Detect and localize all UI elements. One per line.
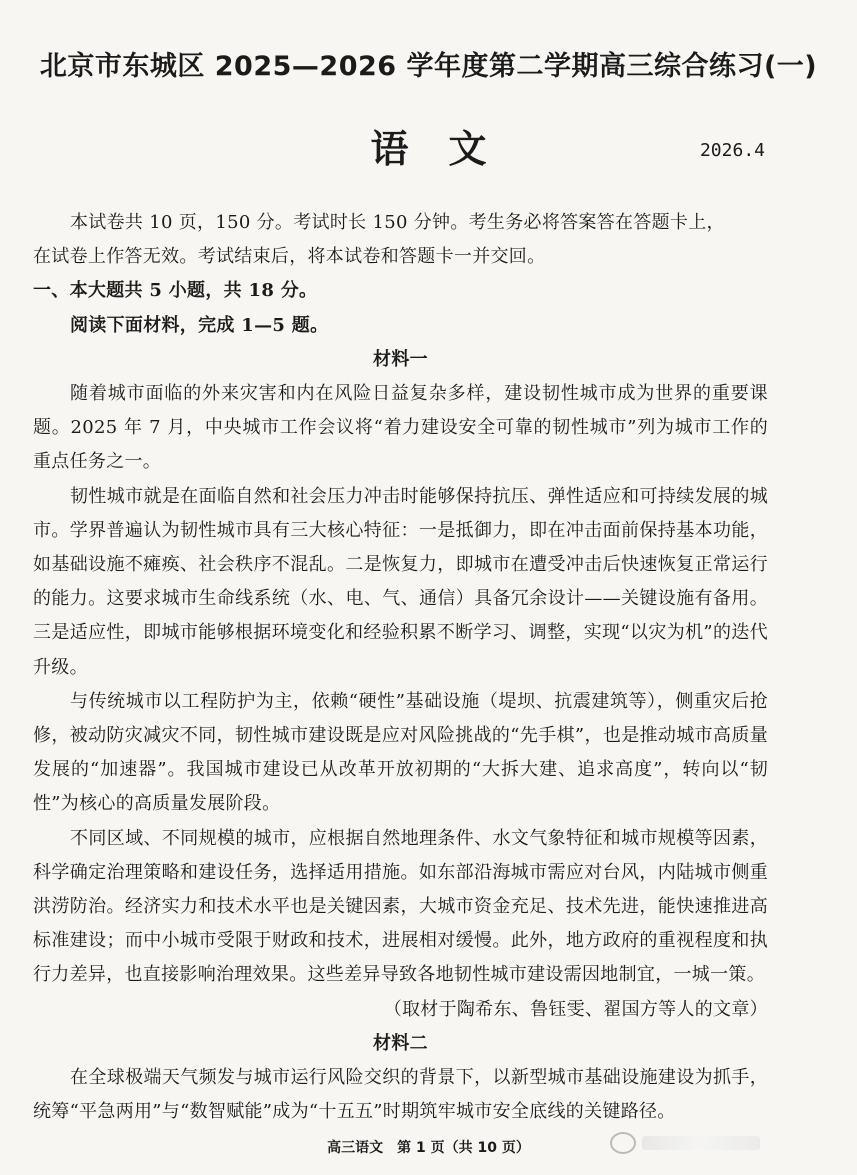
material1-paragraph: 韧性城市就是在面临自然和社会压力冲击时能够保持抗压、弹性适应和可持续发展的城市。学界普遍认为韧性城市具有三大核心特征：一是抵御力，即在冲击面前保持基本功能，如基础设施不瘫痪、社会秩序不混乱。二是恢复力，即城市在遭受冲击后快速恢复正常运行的能力。这要求城市生命线系统（水、电、气、通信）具备冗余设计——关键设施有备用。三是适应性，即城市能够根据环境变化和经验积累不断学习、调整，实现“以灾为机”的迭代升级。 bbox=[33, 485, 768, 678]
exam-date: 2026.4 bbox=[699, 140, 765, 161]
material1-paragraph: 不同区域、不同规模的城市，应根据自然地理条件、水文气象特征和城市规模等因素，科学确定治理策略和建设任务，选择适用措施。如东部沿海城市需应对台风，内陆城市侧重洪涝防治。经济实力和技术水平也是关键因素，大城市资金充足、技术先进，能快速推进高标准建设；而中小城市受限于财政和技术，进展相对缓慢。此外，地方政府的重视程度和执行力差异，也直接影响治理效果。这些差异导致各地韧性城市建设需因地制宜，一城一策。 bbox=[33, 827, 768, 986]
exam-body bbox=[33, 206, 768, 1129]
blurred-account-name bbox=[642, 1136, 760, 1150]
material2-paragraph: 在全球极端天气频发与城市运行风险交织的背景下，以新型城市基础设施建设为抓手，统筹“平急两用”与“数智赋能”成为“十五五”时期筑牢城市安全底线的关键路径。 bbox=[33, 1067, 768, 1123]
wechat-icon bbox=[610, 1132, 636, 1154]
material1-paragraph: 与传统城市以工程防护为主，依赖“硬性”基础设施（堤坝、抗震建筑等），侧重灾后抢修，被动防灾减灾不同，韧性城市建设既是应对风险挑战的“先手棋”，也是推动城市高质量发展的“加速器”。我国城市建设已从改革开放初期的“大拆大建、追求高度”，转向以“韧性”为核心的高质量发展阶段。 bbox=[33, 690, 768, 815]
material1-source: （取材于陶希东、鲁钰雯、翟国方等人的文章） bbox=[383, 998, 768, 1020]
exam-title: 北京市东城区 2025—2026 学年度第二学期高三综合练习(一) bbox=[39, 51, 818, 82]
material1-heading: 材料一 bbox=[373, 348, 428, 370]
section-prompt: 阅读下面材料，完成 1—5 题。 bbox=[70, 314, 329, 336]
material1-paragraph: 随着城市面临的外来灾害和内在风险日益复杂多样，建设韧性城市成为世界的重要课题。2025 年 7 月，中央城市工作会议将“着力建设安全可靠的韧性城市”列为城市工作的重点任务之一。 bbox=[33, 383, 768, 473]
instructions-line: 本试卷共 10 页，150 分。考试时长 150 分钟。考生务必将答案答在答题卡上， bbox=[70, 212, 725, 233]
watermark bbox=[610, 1128, 760, 1158]
section-heading: 一、本大题共 5 小题，共 18 分。 bbox=[33, 280, 318, 302]
subject-heading: 语文 bbox=[370, 126, 527, 171]
instructions-line: 在试卷上作答无效。考试结束后，将本试卷和答题卡一并交回。 bbox=[33, 246, 546, 268]
page-footer: 高三语文 第 1 页（共 10 页） bbox=[327, 1140, 530, 1156]
material2-heading: 材料二 bbox=[373, 1032, 428, 1054]
